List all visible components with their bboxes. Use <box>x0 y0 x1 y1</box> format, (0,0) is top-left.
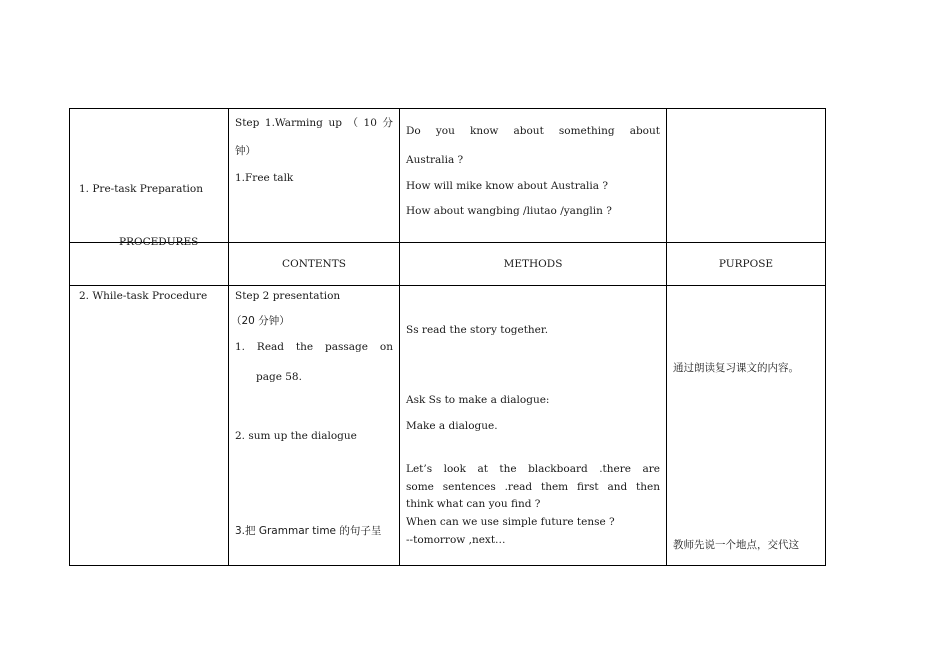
while-task-methods-line6: think what can you find ? <box>406 498 541 510</box>
while-task-methods-line2: Ask Ss to make a dialogue: <box>406 394 550 406</box>
while-task-purpose-line1: 通过朗读复习课文的内容。 <box>673 362 799 374</box>
header-purpose-cell <box>667 243 826 286</box>
while-task-row <box>70 286 826 566</box>
pre-task-step-line: Step 1.Warming up （ 10 分 <box>235 117 393 129</box>
pre-task-procedure-cell <box>70 109 229 248</box>
pre-task-methods-cell <box>400 109 667 243</box>
while-task-methods-line5: some sentences .read them first and then <box>406 481 660 493</box>
while-task-methods-line1: Ss read the story together. <box>406 324 549 336</box>
while-task-methods-cell <box>400 286 667 566</box>
lesson-plan-table <box>69 108 826 566</box>
while-task-methods-line8: --tomorrow ,next… <box>406 534 506 546</box>
while-task-purpose-cell <box>667 286 826 566</box>
pre-task-row <box>70 109 826 243</box>
contents-heading: CONTENTS <box>282 258 346 270</box>
while-task-purpose-line2: 教师先说一个地点，交代这 <box>673 539 799 551</box>
while-task-item2: 2. sum up the dialogue <box>235 430 357 442</box>
while-task-duration: （20 分钟） <box>231 315 290 327</box>
while-task-methods-line7: When can we use simple future tense ? <box>406 516 615 528</box>
while-task-procedure-cell <box>70 286 229 566</box>
pre-task-purpose-cell <box>667 109 826 243</box>
pre-task-step-line2: 钟） <box>235 145 256 157</box>
while-task-content-cell <box>229 286 400 566</box>
while-task-procedure-label: 2. While-task Procedure <box>79 290 208 302</box>
procedures-heading: PROCEDURES <box>119 236 199 248</box>
pre-task-content-cell <box>229 109 400 243</box>
while-task-methods-line3: Make a dialogue. <box>406 420 498 432</box>
pre-task-methods-line2: Australia ? <box>406 154 464 166</box>
pre-task-methods-line4: How about wangbing /liutao /yanglin ? <box>406 205 612 217</box>
header-row <box>70 243 826 286</box>
header-contents-cell <box>229 243 400 286</box>
while-task-item1-line2: page 58. <box>256 371 302 383</box>
while-task-step: Step 2 presentation <box>235 290 341 302</box>
methods-heading: METHODS <box>503 258 563 270</box>
pre-task-item: 1.Free talk <box>235 172 294 184</box>
pre-task-methods-line3: How will mike know about Australia ? <box>406 180 609 192</box>
purpose-heading: PURPOSE <box>718 258 774 270</box>
header-methods-cell <box>400 243 667 286</box>
while-task-methods-line4: Let’s look at the blackboard .there are <box>406 463 660 475</box>
while-task-item3: 3.把 Grammar time 的句子呈 <box>235 525 382 537</box>
while-task-item1-line1: 1. Read the passage on <box>235 341 393 353</box>
header-blank-cell <box>70 243 229 286</box>
pre-task-procedure-label: 1. Pre-task Preparation <box>79 183 203 195</box>
pre-task-methods-line1: Do you know about something about <box>406 125 660 137</box>
